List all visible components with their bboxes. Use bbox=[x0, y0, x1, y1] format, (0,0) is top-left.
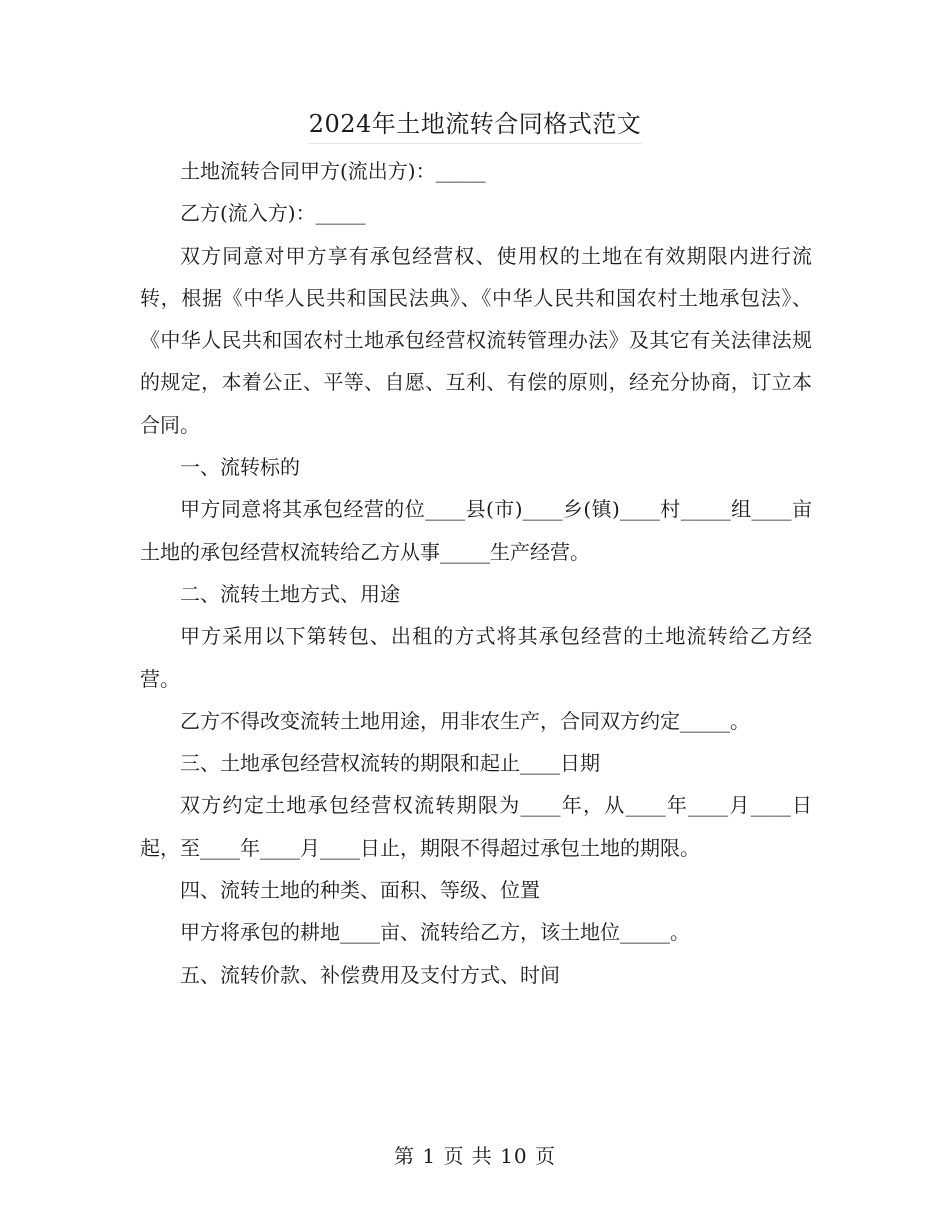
paragraph-section-3: 双方约定土地承包经营权流转期限为____年，从____年____月____日起，至____年____月____日止，期限不得超过承包土地的期限。 bbox=[140, 793, 812, 860]
paragraph-section-2-b: 乙方不得改变流转土地用途，用非农生产，合同双方约定_____。 bbox=[180, 708, 750, 733]
document-title: 2024年土地流转合同格式范文 bbox=[308, 110, 642, 138]
section-heading-3: 三、土地承包经营权流转的期限和起止____日期 bbox=[180, 751, 600, 776]
paragraph-section-2-a: 甲方采用以下第转包、出租的方式将其承包经营的土地流转给乙方经营。 bbox=[140, 624, 812, 691]
paragraph-preamble: 双方同意对甲方享有承包经营权、使用权的土地在有效期限内进行流转，根据《中华人民共和国民法典》、《中华人民共和国农村土地承包法》、《中华人民共和国农村土地承包经营权流转管理办法》及其它有关法律法规的规定，本着公正、平等、自愿、互利、有偿的原则，经充分协商，订立本合同。 bbox=[140, 243, 812, 437]
section-heading-5: 五、流转价款、补偿费用及支付方式、时间 bbox=[180, 962, 560, 987]
section-heading-2: 二、流转土地方式、用途 bbox=[180, 581, 400, 606]
section-heading-1: 一、流转标的 bbox=[180, 455, 300, 480]
paragraph-section-4: 甲方将承包的耕地____亩、流转给乙方，该土地位_____。 bbox=[180, 920, 690, 945]
title-underline bbox=[308, 143, 642, 144]
paragraph-party-a: 土地流转合同甲方(流出方)：_____ bbox=[180, 159, 486, 183]
paragraph-section-1: 甲方同意将其承包经营的位____县(市)____乡(镇)____村_____组____亩土地的承包经营权流转给乙方从事_____生产经营。 bbox=[140, 497, 812, 564]
document-body bbox=[140, 150, 812, 996]
section-heading-4: 四、流转土地的种类、面积、等级、位置 bbox=[180, 878, 540, 903]
paragraph-party-b: 乙方(流入方)：_____ bbox=[180, 201, 366, 226]
page-number-footer: 第 1 页 共 10 页 bbox=[394, 1144, 556, 1168]
